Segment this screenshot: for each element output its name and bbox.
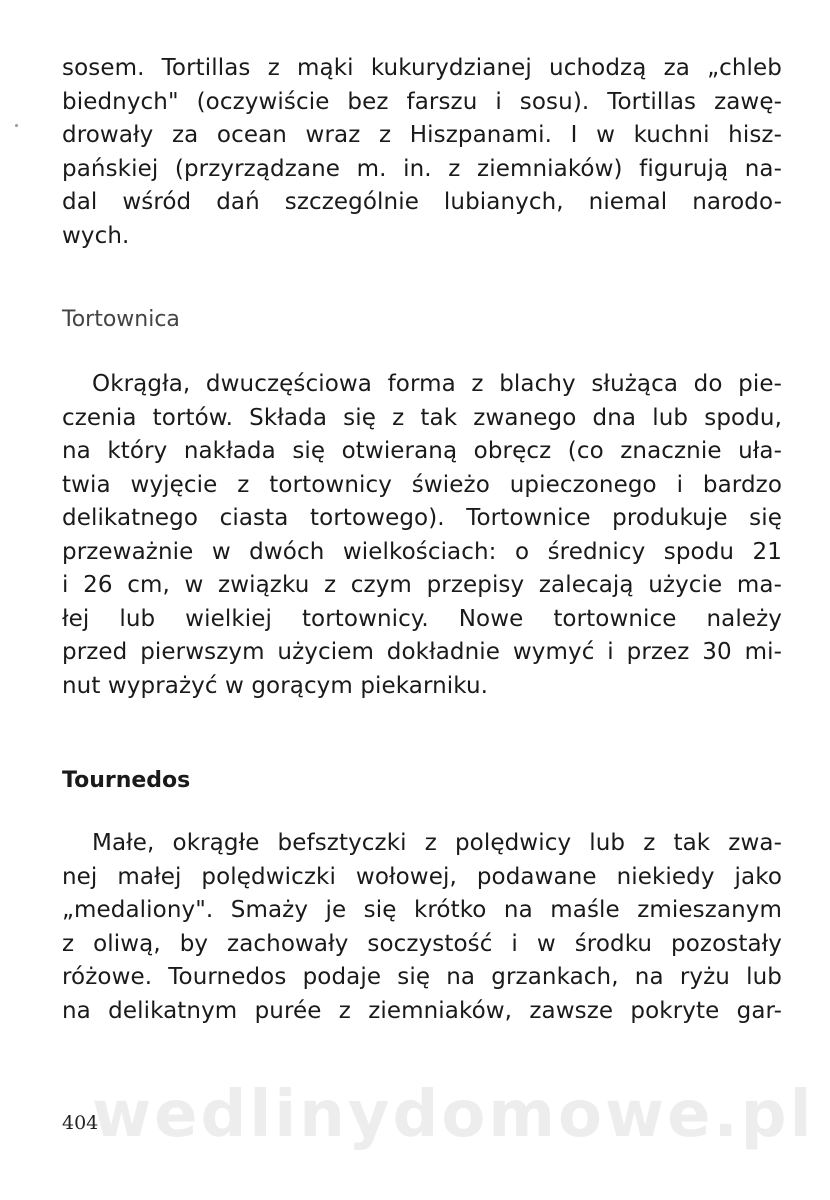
tournedos-line: Małe, okrągłe befsztyczki z polędwicy lub z tak zwa- [92, 830, 782, 856]
tournedos-line: „medaliony". Smaży je się krótko na maśle zmieszanym [62, 897, 782, 923]
tournedos-line: różowe. Tournedos podaje się na grzankach, na ryżu lub [62, 964, 782, 990]
intro-line: biednych" (oczywiście bez farszu i sosu). Tortillas zawę- [62, 88, 782, 115]
tortownica-paragraph [62, 368, 782, 703]
tortownica-line: delikatnego ciasta tortowego). Tortownice produkuje się [62, 505, 782, 531]
tortownica-line: na który nakłada się otwieraną obręcz (co znacznie uła- [62, 438, 782, 464]
intro-line: pańskiej (przyrządzane m. in. z ziemniaków) figurują na- [62, 155, 782, 182]
tortownica-line: i 26 cm, w związku z czym przepisy zalecają użycie ma- [62, 572, 782, 598]
tortownica-line: twia wyjęcie z tortownicy świeżo upieczonego i bardzo [62, 471, 782, 498]
tortownica-line: łej lub wielkiej tortownicy. Nowe tortownice należy [62, 605, 782, 632]
intro-line: wych. [62, 222, 130, 249]
section-heading-tournedos: Tournedos [62, 768, 191, 793]
tortownica-line: przed pierwszym użyciem dokładnie wymyć i przez 30 mi- [62, 639, 782, 665]
tournedos-paragraph [62, 827, 782, 1028]
intro-line: sosem. Tortillas z mąki kukurydzianej uchodzą za „chleb [62, 55, 782, 81]
tortownica-line: przeważnie w dwóch wielkościach: o średnicy spodu 21 [62, 538, 782, 565]
page-number: 404 [62, 1112, 99, 1134]
section-heading-tortownica: Tortownica [62, 307, 180, 332]
tournedos-line: na delikatnym purée z ziemniaków, zawsze pokryte gar- [62, 997, 782, 1024]
tortownica-line: Okrągła, dwuczęściowa forma z blachy służąca do pie- [92, 371, 782, 397]
watermark: wedlinydomowe.pl [92, 1078, 815, 1152]
tournedos-line: nej małej polędwiczki wołowej, podawane niekiedy jako [62, 863, 782, 890]
tortownica-line: czenia tortów. Składa się z tak zwanego dna lub spodu, [62, 404, 782, 431]
intro-paragraph [62, 52, 782, 253]
page-text [62, 52, 782, 1028]
scan-speck [15, 124, 18, 127]
tortownica-line: nut wyprażyć w gorącym piekarniku. [62, 672, 489, 699]
intro-line: drowały za ocean wraz z Hiszpanami. I w kuchni hisz- [62, 122, 782, 148]
intro-line: dal wśród dań szczególnie lubianych, niemal narodo- [62, 189, 782, 215]
tournedos-line: z oliwą, by zachowały soczystość i w środku pozostały [62, 930, 782, 957]
